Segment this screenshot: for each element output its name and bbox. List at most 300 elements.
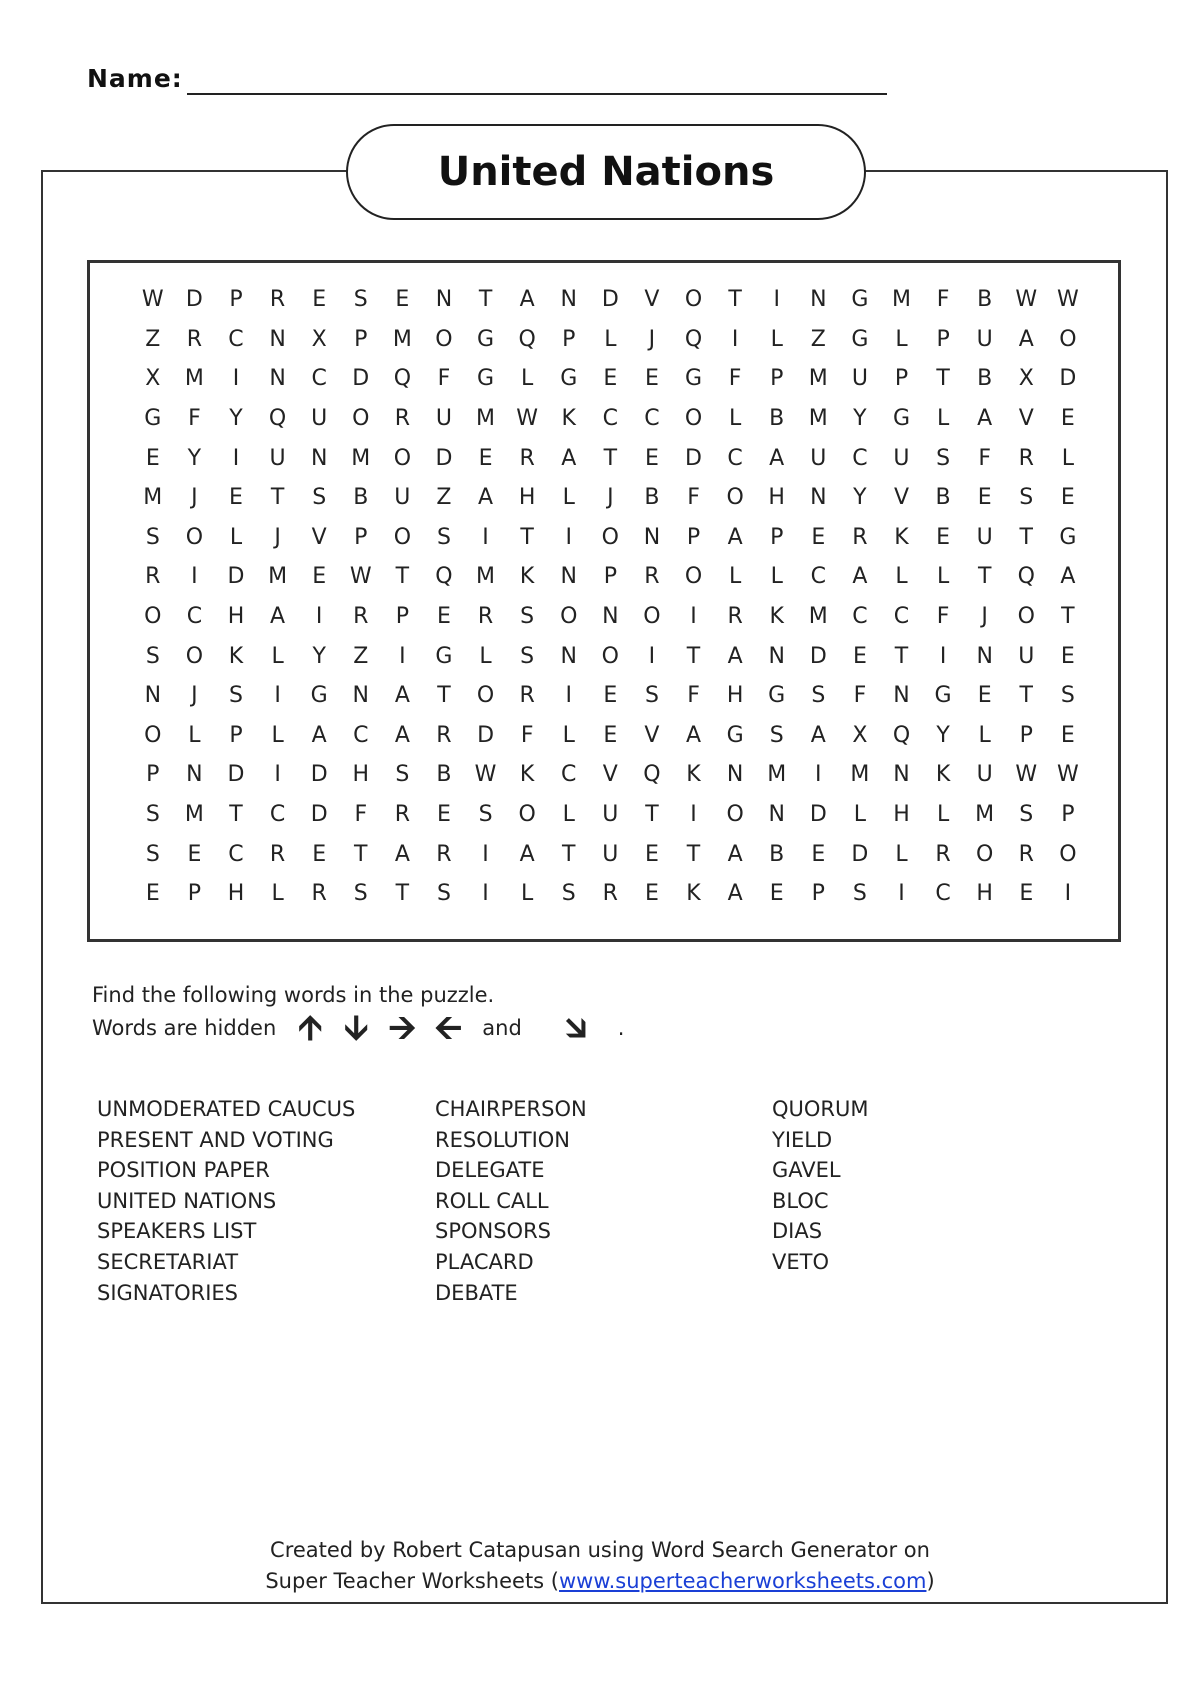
grid-cell: I xyxy=(482,524,489,550)
grid-cell: C xyxy=(228,326,244,352)
grid-cell: M xyxy=(975,802,995,828)
grid-cell: G xyxy=(560,366,578,392)
grid-cell: P xyxy=(936,326,950,352)
grid-cell: C xyxy=(727,445,743,471)
grid-cell: I xyxy=(690,604,697,630)
grid-cell: L xyxy=(895,326,908,352)
grid-cell: U xyxy=(810,445,827,471)
grid-cell: T xyxy=(562,841,576,867)
grid-cell: E xyxy=(603,366,618,392)
grid-cell: C xyxy=(602,406,619,432)
word-list-column-1 xyxy=(97,1094,355,1308)
grid-cell: H xyxy=(726,683,744,709)
grid-cell: C xyxy=(353,722,369,748)
grid-cell: O xyxy=(726,802,744,828)
grid-cell: J xyxy=(191,485,198,511)
grid-cell: U xyxy=(976,326,993,352)
grid-cell: G xyxy=(310,683,328,709)
grid-cell: L xyxy=(604,326,617,352)
grid-cell: O xyxy=(560,604,578,630)
grid-cell: S xyxy=(436,524,451,550)
grid-cell: A xyxy=(727,841,743,867)
grid-cell: O xyxy=(684,406,703,432)
grid-cell: P xyxy=(229,722,243,748)
name-line[interactable] xyxy=(187,93,887,95)
grid-cell: C xyxy=(561,762,577,788)
grid-cell: U xyxy=(851,366,868,392)
grid-cell: L xyxy=(562,722,575,748)
grid-cell: N xyxy=(976,643,993,669)
grid-cell: A xyxy=(977,406,993,432)
grid-cell: S xyxy=(145,841,160,867)
grid-cell: F xyxy=(687,485,700,511)
word-list-item: SPONSORS xyxy=(435,1219,552,1244)
grid-cell: H xyxy=(893,802,910,828)
grid-cell: O xyxy=(352,406,370,432)
grid-cell: O xyxy=(1059,326,1077,352)
grid-cell: I xyxy=(274,683,281,709)
grid-cell: T xyxy=(645,802,659,828)
grid-cell: A xyxy=(727,643,743,669)
grid-cell: H xyxy=(976,881,993,907)
grid-cell: R xyxy=(353,604,369,630)
grid-cell: K xyxy=(686,881,701,907)
grid-cell: R xyxy=(727,604,743,630)
word-list-item: UNITED NATIONS xyxy=(97,1188,277,1213)
grid-cell: K xyxy=(519,564,535,590)
instructions-and: and xyxy=(482,1015,522,1040)
grid-cell: A xyxy=(1060,564,1076,590)
grid-cell: N xyxy=(643,524,661,550)
grid-cell: O xyxy=(476,683,495,709)
grid-cell: F xyxy=(936,604,950,630)
grid-cell: P xyxy=(770,524,784,550)
grid-cell: U xyxy=(976,762,993,788)
grid-cell: V xyxy=(644,722,660,748)
grid-cell: T xyxy=(977,564,992,590)
grid-cell: U xyxy=(893,445,910,471)
grid-cell: O xyxy=(393,524,412,550)
grid-cell: O xyxy=(435,326,453,352)
word-list-item: DELEGATE xyxy=(435,1158,545,1183)
name-row xyxy=(87,64,887,104)
grid-cell: P xyxy=(603,564,617,590)
grid-cell: E xyxy=(145,445,160,471)
grid-cell: E xyxy=(312,841,327,867)
grid-cell: A xyxy=(519,841,535,867)
grid-cell: D xyxy=(352,366,370,392)
instructions-period: . xyxy=(617,1015,625,1040)
grid-cell: W xyxy=(1015,762,1038,788)
grid-cell: O xyxy=(601,524,619,550)
grid-cell: C xyxy=(810,564,826,590)
grid-cell: B xyxy=(935,485,951,511)
grid-cell: T xyxy=(520,524,534,550)
grid-cell: J xyxy=(191,683,198,709)
grid-cell: K xyxy=(769,604,784,630)
grid-cell: N xyxy=(310,445,328,471)
grid-cell: V xyxy=(644,287,660,313)
grid-cell: J xyxy=(981,604,988,630)
grid-cell: I xyxy=(191,564,198,590)
grid-cell: Y xyxy=(936,722,950,748)
grid-cell: R xyxy=(935,841,951,867)
grid-cell: I xyxy=(399,643,406,669)
grid-cell: Q xyxy=(435,564,453,590)
grid-cell: O xyxy=(185,643,204,669)
grid-cell: F xyxy=(728,366,742,392)
grid-cell: A xyxy=(394,722,410,748)
grid-cell: A xyxy=(852,564,868,590)
grid-cell: Q xyxy=(892,722,911,748)
grid-cell: L xyxy=(1061,445,1074,471)
grid-cell: D xyxy=(227,564,245,590)
grid-cell: I xyxy=(939,643,947,669)
grid-cell: P xyxy=(1019,722,1033,748)
grid-cell: N xyxy=(602,604,619,630)
grid-cell: S xyxy=(811,683,826,709)
grid-cell: A xyxy=(727,881,743,907)
grid-cell: L xyxy=(271,881,284,907)
grid-cell: S xyxy=(1019,802,1034,828)
grid-cell: E xyxy=(603,683,618,709)
grid-cell: P xyxy=(811,881,825,907)
grid-cell: E xyxy=(644,881,659,907)
word-list-item: SPEAKERS LIST xyxy=(97,1219,257,1244)
grid-cell: O xyxy=(684,564,703,590)
grid-cell: R xyxy=(644,564,660,590)
grid-cell: R xyxy=(519,445,535,471)
grid-cell: R xyxy=(519,683,535,709)
grid-cell: L xyxy=(853,802,867,828)
grid-cell: E xyxy=(644,841,659,867)
grid-cell: W xyxy=(516,406,539,432)
word-list-item: BLOC xyxy=(772,1188,829,1213)
grid-cell: N xyxy=(186,762,203,788)
grid-cell: E xyxy=(977,485,992,511)
grid-cell: S xyxy=(436,881,451,907)
arrow-down-icon: 🡫 xyxy=(344,1008,369,1048)
word-list-item: RESOLUTION xyxy=(435,1127,571,1152)
word-list-item: POSITION PAPER xyxy=(97,1158,270,1183)
grid-cell: E xyxy=(1060,643,1075,669)
grid-cell: T xyxy=(229,802,243,828)
grid-cell: M xyxy=(184,802,204,828)
grid-cell: U xyxy=(435,406,452,432)
grid-cell: G xyxy=(477,326,495,352)
grid-cell: A xyxy=(311,722,327,748)
grid-cell: U xyxy=(602,802,619,828)
puzzle-box xyxy=(87,260,1121,942)
grid-cell: S xyxy=(520,604,535,630)
grid-cell: N xyxy=(144,683,162,709)
grid-cell: D xyxy=(1059,366,1077,392)
grid-cell: S xyxy=(561,881,576,907)
grid-cell: N xyxy=(269,326,286,352)
grid-cell: O xyxy=(144,604,162,630)
grid-cell: C xyxy=(269,802,286,828)
word-list-item: ROLL CALL xyxy=(435,1188,549,1213)
grid-cell: O xyxy=(601,643,619,669)
grid-cell: W xyxy=(474,762,497,788)
grid-cell: M xyxy=(392,326,412,352)
grid-cell: X xyxy=(852,722,868,748)
grid-cell: C xyxy=(852,445,868,471)
grid-cell: E xyxy=(478,445,493,471)
grid-cell: N xyxy=(768,802,785,828)
grid-cell: Q xyxy=(684,326,703,352)
grid-cell: E xyxy=(187,841,202,867)
arrow-left-icon: 🡨 xyxy=(434,1008,463,1048)
grid-cell: N xyxy=(893,762,910,788)
grid-cell: S xyxy=(395,762,410,788)
grid-cell: K xyxy=(686,762,701,788)
instructions xyxy=(92,980,625,1048)
grid-cell: R xyxy=(394,406,410,432)
grid-cell: I xyxy=(315,604,323,630)
grid-cell: E xyxy=(1060,722,1075,748)
grid-cell: L xyxy=(895,841,908,867)
grid-cell: E xyxy=(1060,485,1075,511)
grid-cell: E xyxy=(644,366,659,392)
grid-cell: K xyxy=(935,762,951,788)
grid-cell: S xyxy=(852,881,867,907)
grid-cell: I xyxy=(232,366,240,392)
grid-cell: U xyxy=(1018,643,1035,669)
grid-cell: D xyxy=(685,445,702,471)
word-list-item: DEBATE xyxy=(435,1280,518,1305)
grid-cell: Z xyxy=(810,326,826,352)
grid-cell: N xyxy=(893,683,910,709)
grid-cell: C xyxy=(893,604,910,630)
grid-cell: Y xyxy=(229,406,243,432)
grid-cell: F xyxy=(687,683,700,709)
grid-cell: E xyxy=(603,722,618,748)
grid-cell: Y xyxy=(312,643,326,669)
grid-cell: V xyxy=(893,485,910,511)
title-banner xyxy=(346,124,866,220)
grid-cell: E xyxy=(1019,881,1034,907)
grid-cell: T xyxy=(1019,683,1033,709)
word-list-item: QUORUM xyxy=(772,1097,869,1121)
grid-cell: Z xyxy=(436,485,452,511)
footer-line-2 xyxy=(0,1566,1200,1597)
page-title: United Nations xyxy=(437,149,775,195)
footer-suffix: ) xyxy=(926,1569,935,1593)
grid-cell: M xyxy=(184,366,204,392)
grid-cell: L xyxy=(562,802,575,828)
grid-cell: R xyxy=(311,881,327,907)
grid-cell: N xyxy=(352,683,369,709)
grid-cell: I xyxy=(232,445,240,471)
grid-cell: R xyxy=(269,841,286,867)
grid-cell: E xyxy=(811,524,826,550)
grid-cell: U xyxy=(394,485,411,511)
grid-cell: I xyxy=(274,762,281,788)
grid-cell: A xyxy=(685,722,702,748)
grid-cell: M xyxy=(891,287,911,313)
grid-cell: G xyxy=(851,326,869,352)
grid-cell: O xyxy=(726,485,744,511)
grid-cell: S xyxy=(145,524,160,550)
word-list-item: GAVEL xyxy=(772,1158,841,1183)
grid-cell: B xyxy=(769,406,785,432)
grid-cell: P xyxy=(686,524,701,550)
grid-cell: W xyxy=(1015,287,1038,313)
grid-cell: G xyxy=(726,722,744,748)
grid-cell: J xyxy=(648,326,656,352)
grid-cell: M xyxy=(143,485,163,511)
grid-cell: C xyxy=(186,604,203,630)
grid-cell: D xyxy=(310,802,328,828)
grid-cell: E xyxy=(1060,406,1075,432)
grid-cell: B xyxy=(769,841,785,867)
grid-cell: K xyxy=(228,643,244,669)
grid-cell: O xyxy=(643,604,661,630)
footer-prefix: Super Teacher Worksheets ( xyxy=(265,1569,559,1593)
grid-cell: R xyxy=(1018,841,1034,867)
grid-cell: R xyxy=(852,524,868,550)
grid-cell: E xyxy=(977,683,992,709)
name-label: Name: xyxy=(87,64,183,93)
grid-cell: X xyxy=(145,366,161,392)
grid-cell: O xyxy=(393,445,412,471)
grid-cell: V xyxy=(1018,406,1034,432)
grid-cell: D xyxy=(601,287,619,313)
grid-cell: O xyxy=(144,722,162,748)
grid-cell: I xyxy=(1064,881,1072,907)
grid-cell: S xyxy=(936,445,951,471)
grid-cell: R xyxy=(436,722,452,748)
grid-cell: V xyxy=(311,524,327,550)
grid-cell: W xyxy=(349,564,372,590)
grid-cell: Q xyxy=(643,762,661,788)
grid-cell: L xyxy=(936,406,950,432)
grid-cell: G xyxy=(892,406,911,432)
grid-cell: G xyxy=(1059,524,1077,550)
grid-cell: D xyxy=(227,762,245,788)
grid-cell: N xyxy=(560,643,577,669)
grid-cell: V xyxy=(602,762,618,788)
grid-cell: S xyxy=(1019,485,1034,511)
grid-cell: A xyxy=(519,287,535,313)
footer-credits xyxy=(0,1535,1200,1597)
footer-line-1: Created by Robert Catapusan using Word Search Generator on xyxy=(270,1538,930,1562)
grid-cell: D xyxy=(809,643,827,669)
grid-cell: S xyxy=(145,802,160,828)
grid-cell: P xyxy=(894,366,909,392)
grid-cell: K xyxy=(894,524,909,550)
grid-cell: B xyxy=(977,287,993,313)
grid-cell: S xyxy=(353,881,368,907)
grid-cell: I xyxy=(648,643,656,669)
grid-cell: A xyxy=(1018,326,1034,352)
grid-cell: I xyxy=(482,881,489,907)
word-list-item: SECRETARIAT xyxy=(97,1249,239,1274)
grid-cell: T xyxy=(354,841,368,867)
grid-cell: O xyxy=(518,802,536,828)
grid-cell: L xyxy=(770,326,783,352)
grid-cell: H xyxy=(227,881,245,907)
grid-cell: G xyxy=(851,287,869,313)
grid-cell: B xyxy=(353,485,369,511)
grid-cell: A xyxy=(394,683,410,709)
grid-cell: Y xyxy=(187,445,202,471)
grid-cell: T xyxy=(395,564,410,590)
grid-cell: S xyxy=(229,683,243,709)
grid-cell: T xyxy=(728,287,742,313)
grid-cell: Z xyxy=(353,643,369,669)
grid-cell: F xyxy=(354,802,368,828)
grid-cell: N xyxy=(560,287,577,313)
grid-cell: J xyxy=(274,524,281,550)
grid-cell: A xyxy=(394,841,410,867)
grid-cell: T xyxy=(686,643,701,669)
grid-cell: N xyxy=(726,762,744,788)
grid-cell: E xyxy=(395,287,410,313)
grid-cell: N xyxy=(810,485,827,511)
grid-cell: M xyxy=(808,406,828,432)
grid-cell: N xyxy=(810,287,827,313)
grid-cell: R xyxy=(477,604,494,630)
grid-cell: O xyxy=(976,841,994,867)
word-list-item: PLACARD xyxy=(435,1249,534,1274)
grid-cell: G xyxy=(477,366,495,392)
arrow-up-icon: 🡩 xyxy=(298,1008,323,1048)
grid-cell: S xyxy=(353,287,368,313)
grid-cell: S xyxy=(644,683,659,709)
grid-cell: E xyxy=(644,445,659,471)
grid-cell: P xyxy=(229,287,243,313)
grid-cell: T xyxy=(1061,604,1075,630)
grid-cell: E xyxy=(312,287,327,313)
grid-cell: L xyxy=(728,564,742,590)
arrow-right-icon: 🡪 xyxy=(388,1008,417,1048)
grid-cell: W xyxy=(1056,287,1079,313)
grid-cell: R xyxy=(436,841,452,867)
grid-cell: O xyxy=(684,287,703,313)
grid-cell: E xyxy=(229,485,243,511)
grid-cell: J xyxy=(607,485,614,511)
grid-cell: D xyxy=(477,722,495,748)
footer-link[interactable]: www.superteacherworksheets.com xyxy=(559,1569,927,1593)
grid-cell: T xyxy=(936,366,950,392)
grid-cell: M xyxy=(351,445,371,471)
grid-cell: L xyxy=(895,564,908,590)
grid-cell: D xyxy=(310,762,328,788)
grid-cell: U xyxy=(602,841,619,867)
grid-cell: K xyxy=(561,406,576,432)
grid-cell: D xyxy=(435,445,453,471)
word-list-item: VETO xyxy=(772,1249,829,1274)
grid-cell: A xyxy=(561,445,577,471)
grid-cell: M xyxy=(808,604,828,630)
grid-cell: A xyxy=(810,722,826,748)
grid-cell: L xyxy=(770,564,783,590)
grid-cell: R xyxy=(602,881,618,907)
grid-cell: S xyxy=(478,802,493,828)
grid-cell: P xyxy=(187,881,202,907)
grid-cell: C xyxy=(311,366,327,392)
grid-cell: E xyxy=(437,604,451,630)
grid-cell: L xyxy=(271,722,284,748)
grid-cell: W xyxy=(141,287,164,313)
grid-cell: O xyxy=(185,524,204,550)
grid-cell: L xyxy=(521,881,534,907)
letter-grid xyxy=(132,280,1089,914)
grid-cell: N xyxy=(560,564,577,590)
instructions-line-2 xyxy=(92,1008,625,1048)
